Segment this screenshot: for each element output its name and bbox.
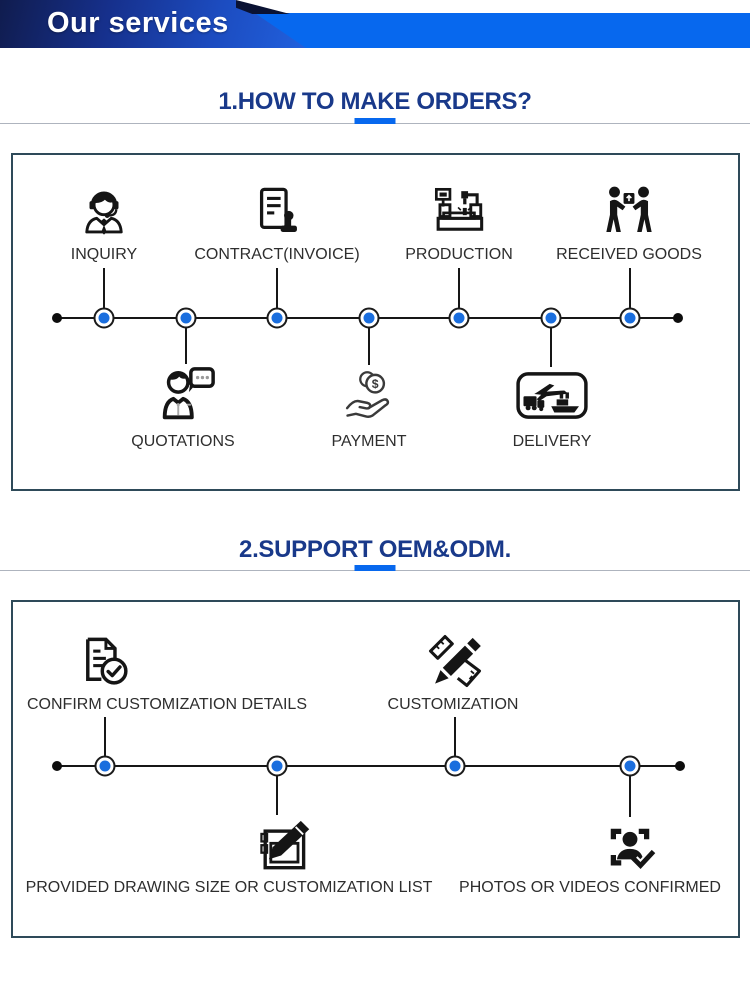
- goods-handover-icon: [599, 183, 659, 241]
- timeline2-node-dot-1: [95, 756, 116, 777]
- step-label-received-goods: RECEIVED GOODS: [556, 246, 702, 263]
- section1-heading: 1.HOW TO MAKE ORDERS?: [218, 88, 532, 115]
- production-machine-icon: [428, 183, 490, 241]
- step-label-photos-confirmed: PHOTOS OR VIDEOS CONFIRMED: [459, 879, 721, 896]
- section2-accent-bar: [355, 565, 396, 571]
- pencil-ruler-icon: [426, 632, 484, 690]
- timeline1-node-dot-6: [541, 308, 562, 329]
- drawing-board-icon: [253, 818, 313, 878]
- timeline1-node-dot-5: [449, 308, 470, 329]
- section1-accent-bar: [355, 118, 396, 124]
- timeline1-start-dot: [52, 313, 62, 323]
- step-label-quotations: QUOTATIONS: [131, 433, 235, 450]
- timeline2-node-dot-3: [445, 756, 466, 777]
- timeline2-line: [57, 765, 680, 767]
- photo-confirm-icon: [602, 820, 658, 876]
- timeline1-node-dot-4: [359, 308, 380, 329]
- step-label-production: PRODUCTION: [405, 246, 513, 263]
- step-label-delivery: DELIVERY: [512, 433, 592, 450]
- payment-hand-icon: [339, 367, 399, 423]
- step-label-drawing-list: PROVIDED DRAWING SIZE OR CUSTOMIZATION LIST: [25, 879, 433, 896]
- step-label-customization: CUSTOMIZATION: [387, 696, 519, 713]
- step-label-confirm-details: CONFIRM CUSTOMIZATION DETAILS: [26, 696, 308, 713]
- contract-stamp-icon: [248, 182, 306, 242]
- headset-agent-icon: [75, 183, 133, 241]
- quotation-chat-icon: [154, 364, 218, 426]
- timeline1-node-dot-2: [176, 308, 197, 329]
- timeline2-start-dot: [52, 761, 62, 771]
- step-label-inquiry: INQUIRY: [70, 246, 138, 263]
- timeline1-node-dot-1: [94, 308, 115, 329]
- timeline2-node-dot-4: [620, 756, 641, 777]
- section2-heading: 2.SUPPORT OEM&ODM.: [239, 536, 511, 563]
- timeline2-end-dot: [675, 761, 685, 771]
- delivery-transport-icon: [515, 369, 589, 422]
- timeline1-end-dot: [673, 313, 683, 323]
- page-title: Our services: [47, 7, 229, 39]
- timeline1-node-dot-7: [620, 308, 641, 329]
- document-check-icon: [76, 633, 134, 691]
- step-label-contract: CONTRACT(INVOICE): [194, 246, 360, 263]
- step-label-payment: PAYMENT: [331, 433, 407, 450]
- timeline2-node-dot-2: [267, 756, 288, 777]
- timeline1-node-dot-3: [267, 308, 288, 329]
- svg-text:$: $: [371, 377, 379, 391]
